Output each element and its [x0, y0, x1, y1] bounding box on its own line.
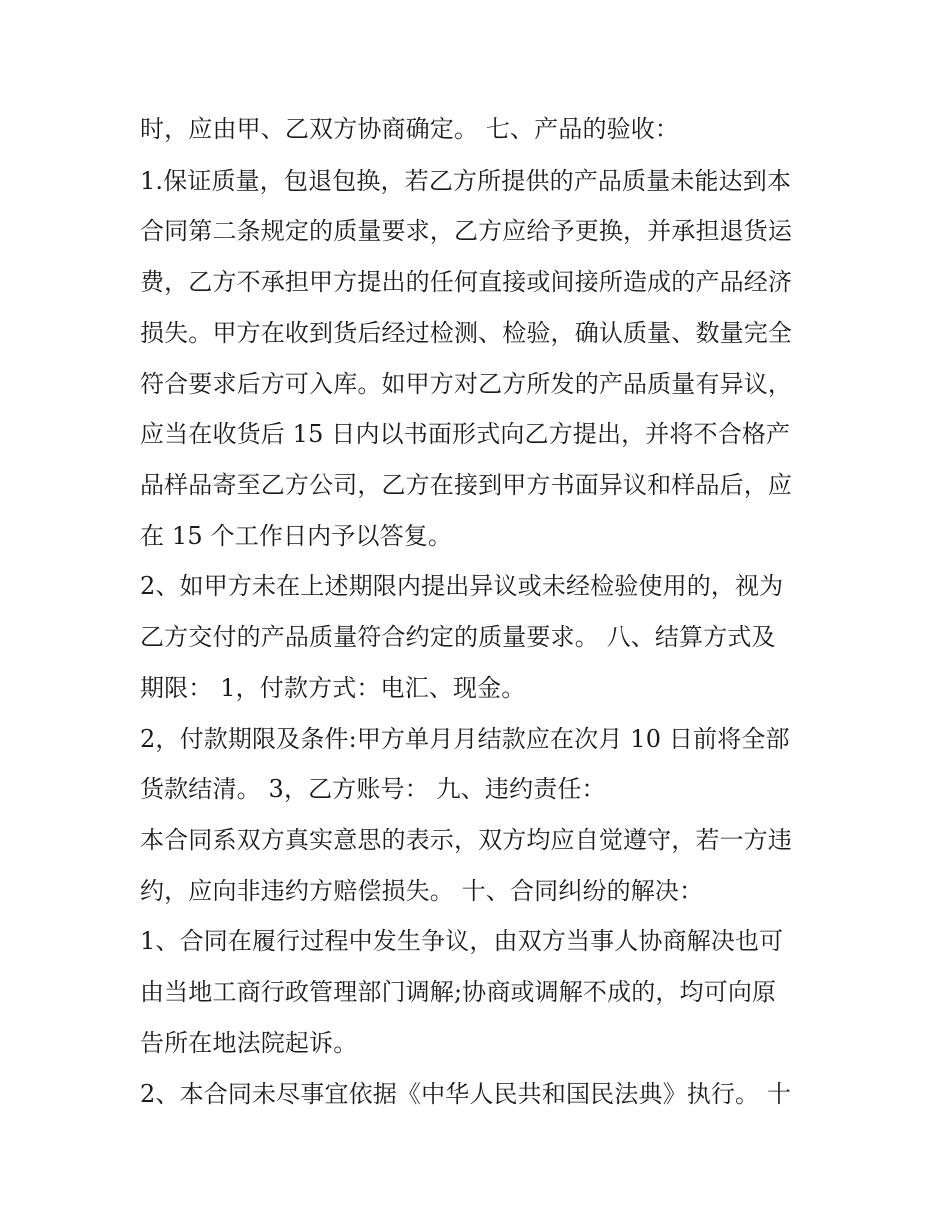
text-line: 2、本合同未尽事宜依据《中华人民共和国民法典》执行。 十	[140, 1080, 792, 1108]
text-line: 乙方交付的产品质量符合约定的质量要求。 八、结算方式及	[140, 623, 776, 651]
text-line: 货款结清。 3，乙方账号： 九、违约责任：	[140, 775, 606, 803]
text-line: 2、如甲方未在上述期限内提出异议或未经检验使用的，视为	[140, 572, 784, 600]
text-line: 合同第二条规定的质量要求，乙方应给予更换，并承担退货运	[140, 217, 793, 245]
text-line: 期限： 1，付款方式：电汇、现金。	[140, 674, 526, 702]
text-line: 约，应向非违约方赔偿损失。 十、合同纠纷的解决：	[140, 877, 704, 905]
text-line: 时，应由甲、乙双方协商确定。 七、产品的验收：	[140, 115, 680, 143]
text-line: 应当在收货后 15 日内以书面形式向乙方提出，并将不合格产	[140, 420, 791, 448]
text-line: 品样品寄至乙方公司，乙方在接到甲方书面异议和样品后，应	[140, 471, 793, 499]
text-line: 1、合同在履行过程中发生争议，由双方当事人协商解决也可	[140, 927, 784, 955]
text-line: 告所在地法院起诉。	[140, 1029, 358, 1057]
text-line: 费，乙方不承担甲方提出的任何直接或间接所造成的产品经济	[140, 268, 793, 296]
text-line: 符合要求后方可入库。如甲方对乙方所发的产品质量有异议，	[140, 370, 793, 398]
text-line: 1.保证质量，包退包换，若乙方所提供的产品质量未能达到本	[140, 167, 792, 195]
text-line: 2，付款期限及条件:甲方单月月结款应在次月 10 日前将全部	[140, 725, 790, 753]
text-line: 本合同系双方真实意思的表示，双方均应自觉遵守，若一方违	[140, 826, 793, 854]
text-line: 由当地工商行政管理部门调解;协商或调解不成的，均可向原	[140, 978, 777, 1006]
text-line: 在 15 个工作日内予以答复。	[140, 522, 453, 550]
text-line: 损失。甲方在收到货后经过检测、检验，确认质量、数量完全	[140, 319, 793, 347]
